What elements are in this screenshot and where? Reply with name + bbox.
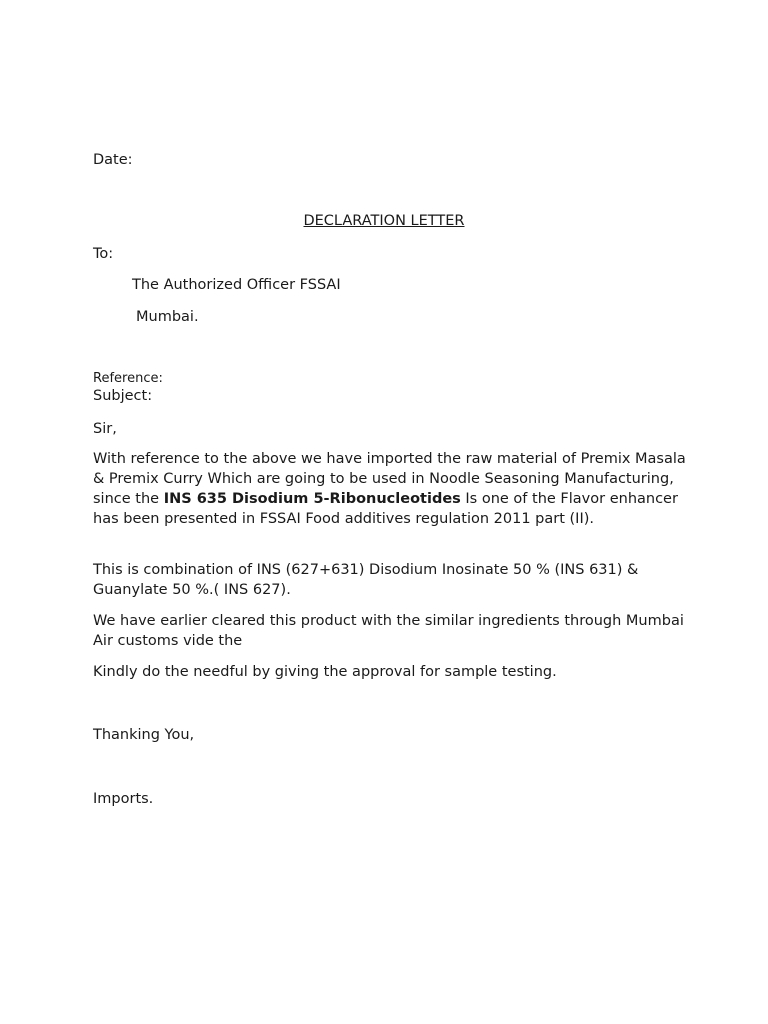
para1-bold-ingredient: INS 635 Disodium 5-Ribonucleotides <box>163 491 461 507</box>
body-paragraph-2: This is combination of INS (627+631) Disodium Inosinate 50 % (INS 631) & Guanylate 50 %.( INS 627). <box>93 562 639 598</box>
salutation: Sir, <box>93 421 117 437</box>
recipient-city: Mumbai. <box>136 309 199 325</box>
date-label: Date: <box>93 152 133 168</box>
signature: Imports. <box>93 791 154 807</box>
to-label: To: <box>93 246 114 262</box>
para1-text-end: Is one of the Flavor enhancer has been presented in FSSAI Food additives regulation 2011 part (II). <box>93 491 678 527</box>
recipient-name: The Authorized Officer FSSAI <box>132 277 341 293</box>
body-paragraph-4: Kindly do the needful by giving the approval for sample testing. <box>93 664 557 680</box>
reference-label: Reference: <box>93 371 163 386</box>
body-paragraph-3: We have earlier cleared this product with the similar ingredients through Mumbai Air customs vide the <box>93 613 684 649</box>
closing: Thanking You, <box>93 727 195 743</box>
para1-text-start: With reference to the above we have imported the raw material of Premix Masala & Premix Curry Which are going to be used in Noodle Seasoning Manufacturing, since the <box>93 451 686 507</box>
subject-label: Subject: <box>93 388 153 404</box>
letter-title: DECLARATION LETTER <box>303 213 465 229</box>
body-paragraph-1 <box>93 449 693 529</box>
